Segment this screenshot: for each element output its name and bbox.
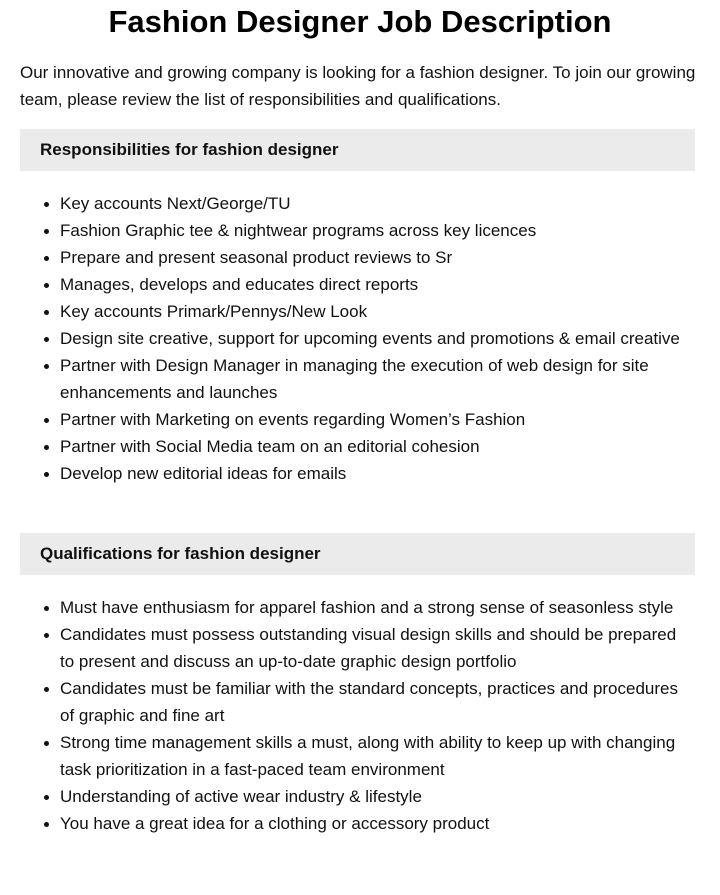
list-item: Candidates must possess outstanding visual design skills and should be prepared to present and discuss an up-to-date graphic design portfolio bbox=[60, 621, 680, 675]
list-item: Must have enthusiasm for apparel fashion and a strong sense of seasonless style bbox=[60, 594, 680, 621]
list-item: Partner with Design Manager in managing the execution of web design for site enhancements and launches bbox=[60, 352, 680, 406]
list-item: Prepare and present seasonal product reviews to Sr bbox=[60, 244, 680, 271]
intro-paragraph: Our innovative and growing company is looking for a fashion designer. To join our growing team, please review the list of responsibilities and qualifications. bbox=[20, 63, 696, 109]
list-item: You have a great idea for a clothing or accessory product bbox=[60, 810, 680, 837]
list-item: Design site creative, support for upcoming events and promotions & email creative bbox=[60, 325, 680, 352]
qualifications-heading: Qualifications for fashion designer bbox=[20, 533, 695, 575]
qualifications-list bbox=[20, 594, 680, 837]
list-item: Key accounts Next/George/TU bbox=[60, 190, 680, 217]
list-item: Partner with Social Media team on an editorial cohesion bbox=[60, 433, 680, 460]
list-item: Strong time management skills a must, along with ability to keep up with changing task prioritization in a fast-paced team environment bbox=[60, 729, 680, 783]
list-item: Understanding of active wear industry & lifestyle bbox=[60, 783, 680, 810]
list-item: Develop new editorial ideas for emails bbox=[60, 460, 680, 487]
list-item: Partner with Marketing on events regarding Women’s Fashion bbox=[60, 406, 680, 433]
responsibilities-list bbox=[20, 190, 680, 487]
responsibilities-heading: Responsibilities for fashion designer bbox=[20, 129, 695, 171]
list-item: Fashion Graphic tee & nightwear programs across key licences bbox=[60, 217, 680, 244]
page-title: Fashion Designer Job Description bbox=[108, 4, 612, 39]
list-item: Candidates must be familiar with the standard concepts, practices and procedures of graphic and fine art bbox=[60, 675, 680, 729]
list-item: Key accounts Primark/Pennys/New Look bbox=[60, 298, 680, 325]
list-item: Manages, develops and educates direct reports bbox=[60, 271, 680, 298]
